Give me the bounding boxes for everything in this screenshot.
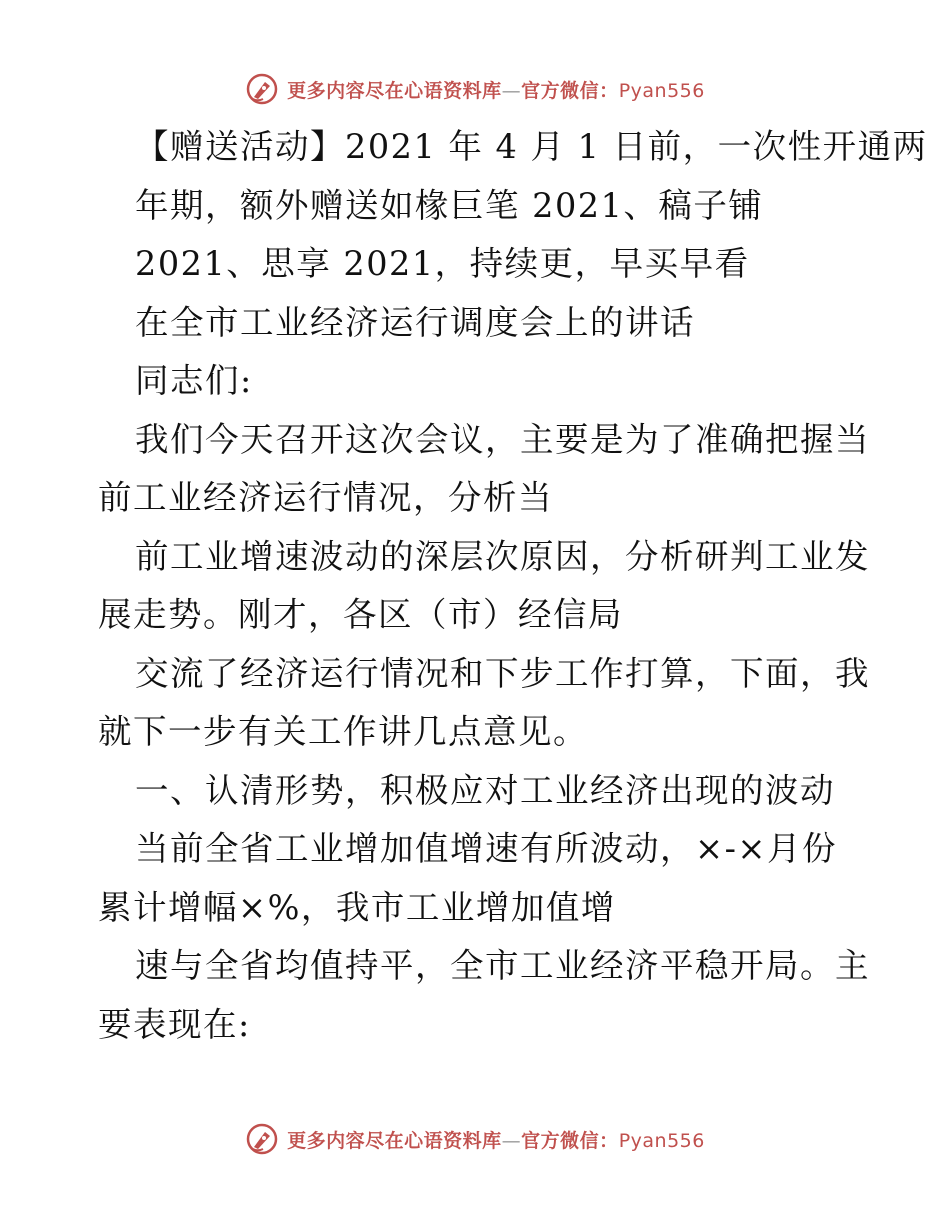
text-line: 我们今天召开这次会议，主要是为了准确把握当 [135, 419, 870, 459]
text-line: 当前全省工业增加值增速有所波动，×-×月份 [135, 829, 837, 868]
watermark-wechat-id: Pyan556 [618, 79, 705, 102]
text-line: 就下一步有关工作讲几点意见。 [98, 712, 588, 751]
text-line: 前工业增速波动的深层次原因，分析研判工业发 [135, 536, 870, 576]
text-line: 2021、思享 2021，持续更，早买早看 [135, 244, 750, 283]
text-line: 【赠送活动】2021 年 4 月 1 日前，一次性开通两 [135, 127, 928, 166]
watermark-official-label: 官方微信： [521, 1129, 619, 1152]
text-line: 交流了经济运行情况和下步工作打算，下面，我 [135, 653, 870, 693]
text-line: 展走势。刚才，各区（市）经信局 [98, 595, 623, 634]
text-line: 在全市工业经济运行调度会上的讲话 [135, 302, 695, 342]
watermark-main-text: 更多内容尽在心语资料库 [287, 1129, 502, 1152]
document-body [98, 118, 928, 1054]
text-line: 速与全省均值持平，全市工业经济平稳开局。主 [135, 946, 870, 985]
pen-nib-logo-icon [245, 1122, 279, 1156]
watermark-separator: — [501, 79, 522, 102]
watermark-official-label: 官方微信： [521, 79, 619, 102]
watermark-separator: — [501, 1129, 522, 1152]
text-line: 前工业经济运行情况，分析当 [98, 478, 553, 517]
text-line: 累计增幅×%，我市工业增加值增 [98, 887, 616, 927]
pen-nib-logo-icon [245, 72, 279, 106]
footer-watermark [0, 1122, 950, 1156]
text-line: 一、认清形势，积极应对工业经济出现的波动 [135, 770, 835, 810]
text-line: 同志们: [135, 361, 253, 400]
text-line: 要表现在: [98, 1004, 251, 1044]
header-watermark [0, 72, 950, 106]
watermark-wechat-id: Pyan556 [618, 1129, 705, 1152]
text-line: 年期，额外赠送如椽巨笔 2021、稿子铺 [135, 185, 764, 225]
watermark-main-text: 更多内容尽在心语资料库 [287, 79, 502, 102]
